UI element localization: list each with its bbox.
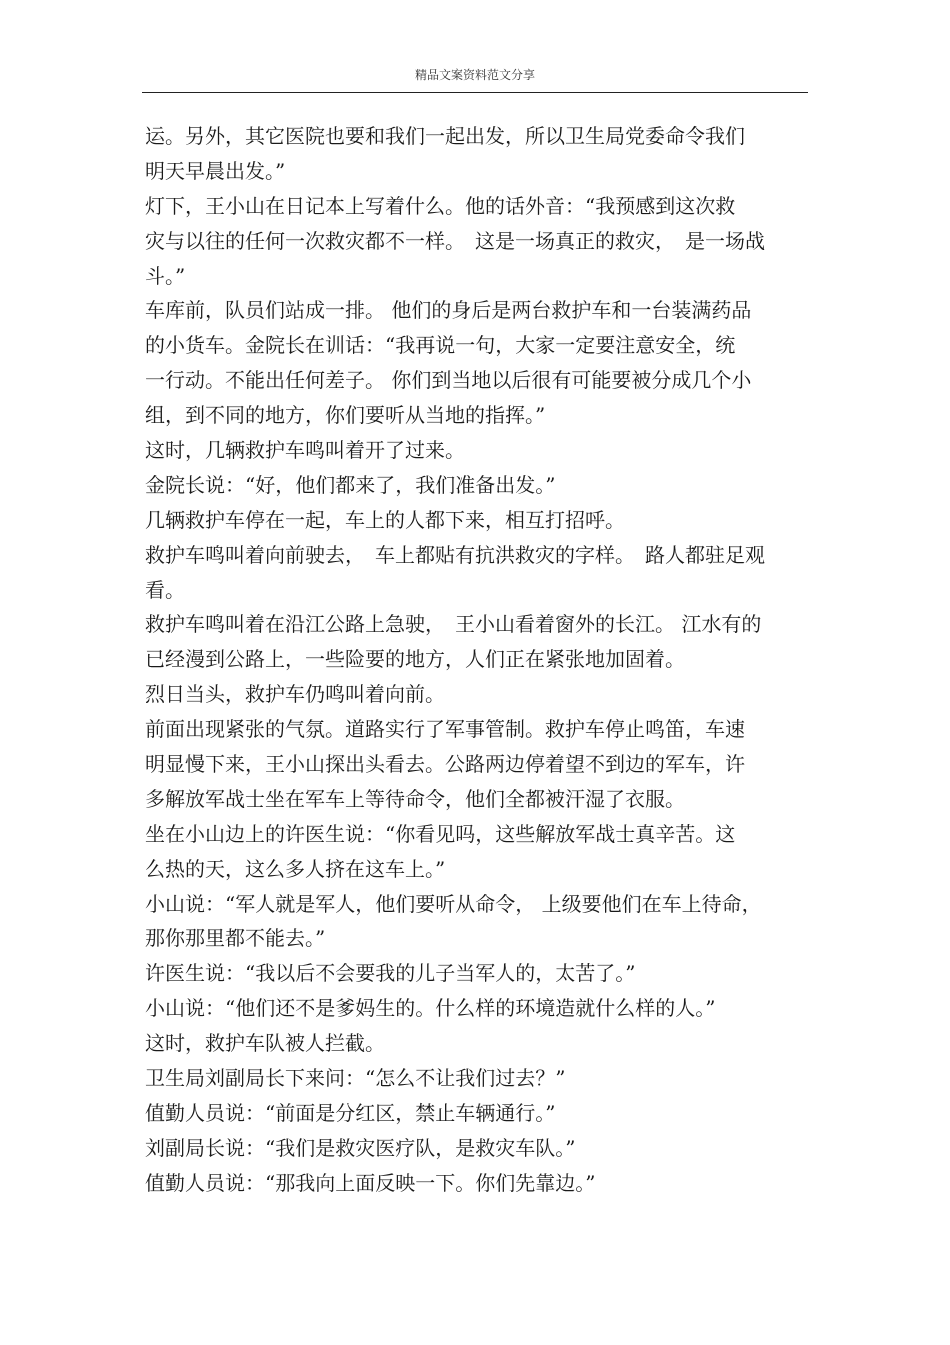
text-line: 那你那里都不能去。” [145,926,326,951]
text-line: 看。 [145,577,185,602]
text-line: 已经漫到公路上，一些险要的地方，人们正在紧张地加固着。 [145,647,685,672]
text-line: 金院长说：“好，他们都来了，我们准备出发。” [145,472,556,497]
document-body [145,119,807,1201]
text-line: 卫生局刘副局长下来问：“怎么不让我们过去？” [145,1066,566,1091]
text-line: 小山说：“军人就是军人，他们要听从命令， 上级要他们在车上待命， [145,891,762,916]
text-line: 一行动。不能出任何差子。 你们到当地以后很有可能要被分成几个小 [145,368,752,393]
text-line: 明天早晨出发。” [145,158,286,183]
text-line: 这时，几辆救护车鸣叫着开了过来。 [145,438,465,463]
text-line: 救护车鸣叫着向前驶去， 车上都贴有抗洪救灾的字样。 路人都驻足观 [145,542,765,567]
text-line: 前面出现紧张的气氛。道路实行了军事管制。救护车停止鸣笛，车速 [145,717,745,742]
text-line: 斗。” [145,263,186,288]
text-line: 小山说：“他们还不是爹妈生的。什么样的环境造就什么样的人。” [145,996,716,1021]
text-line: 么热的天，这么多人挤在这车上。” [145,856,446,881]
text-line: 灾与以往的任何一次救灾都不一样。 这是一场真正的救灾， 是一场战 [145,228,765,253]
text-line: 坐在小山边上的许医生说：“你看见吗，这些解放军战士真辛苦。这 [145,821,736,846]
text-line: 值勤人员说：“前面是分红区，禁止车辆通行。” [145,1100,556,1125]
header-title: 精品文案资料范文分享 [414,68,535,82]
text-line: 运。另外，其它医院也要和我们一起出发，所以卫生局党委命令我们 [145,124,745,148]
text-line: 多解放军战士坐在军车上等待命令，他们全都被汗湿了衣服。 [145,786,685,811]
text-line: 车库前，队员们站成一排。 他们的身后是两台救护车和一台装满药品 [145,298,752,323]
text-line: 几辆救护车停在一起，车上的人都下来，相互打招呼。 [145,507,625,532]
text-line: 的小货车。金院长在训话：“我再说一句，大家一定要注意安全，统 [145,333,736,358]
text-line: 许医生说：“我以后不会要我的儿子当军人的，太苦了。” [145,961,636,986]
text-line: 值勤人员说：“那我向上面反映一下。你们先靠边。” [145,1170,596,1195]
text-line: 这时，救护车队被人拦截。 [145,1031,385,1056]
text-line: 灯下，王小山在日记本上写着什么。他的话外音：“我预感到这次救 [145,193,736,218]
page-header [142,66,808,93]
text-line: 明显慢下来，王小山探出头看去。公路两边停着望不到边的军车，许 [145,752,745,777]
text-line: 刘副局长说：“我们是救灾医疗队，是救灾车队。” [145,1135,576,1160]
text-line: 烈日当头，救护车仍鸣叫着向前。 [145,682,445,707]
text-line: 组，到不同的地方，你们要听从当地的指挥。” [145,403,546,428]
text-line: 救护车鸣叫着在沿江公路上急驶， 王小山看着窗外的长江。 江水有的 [145,612,762,637]
